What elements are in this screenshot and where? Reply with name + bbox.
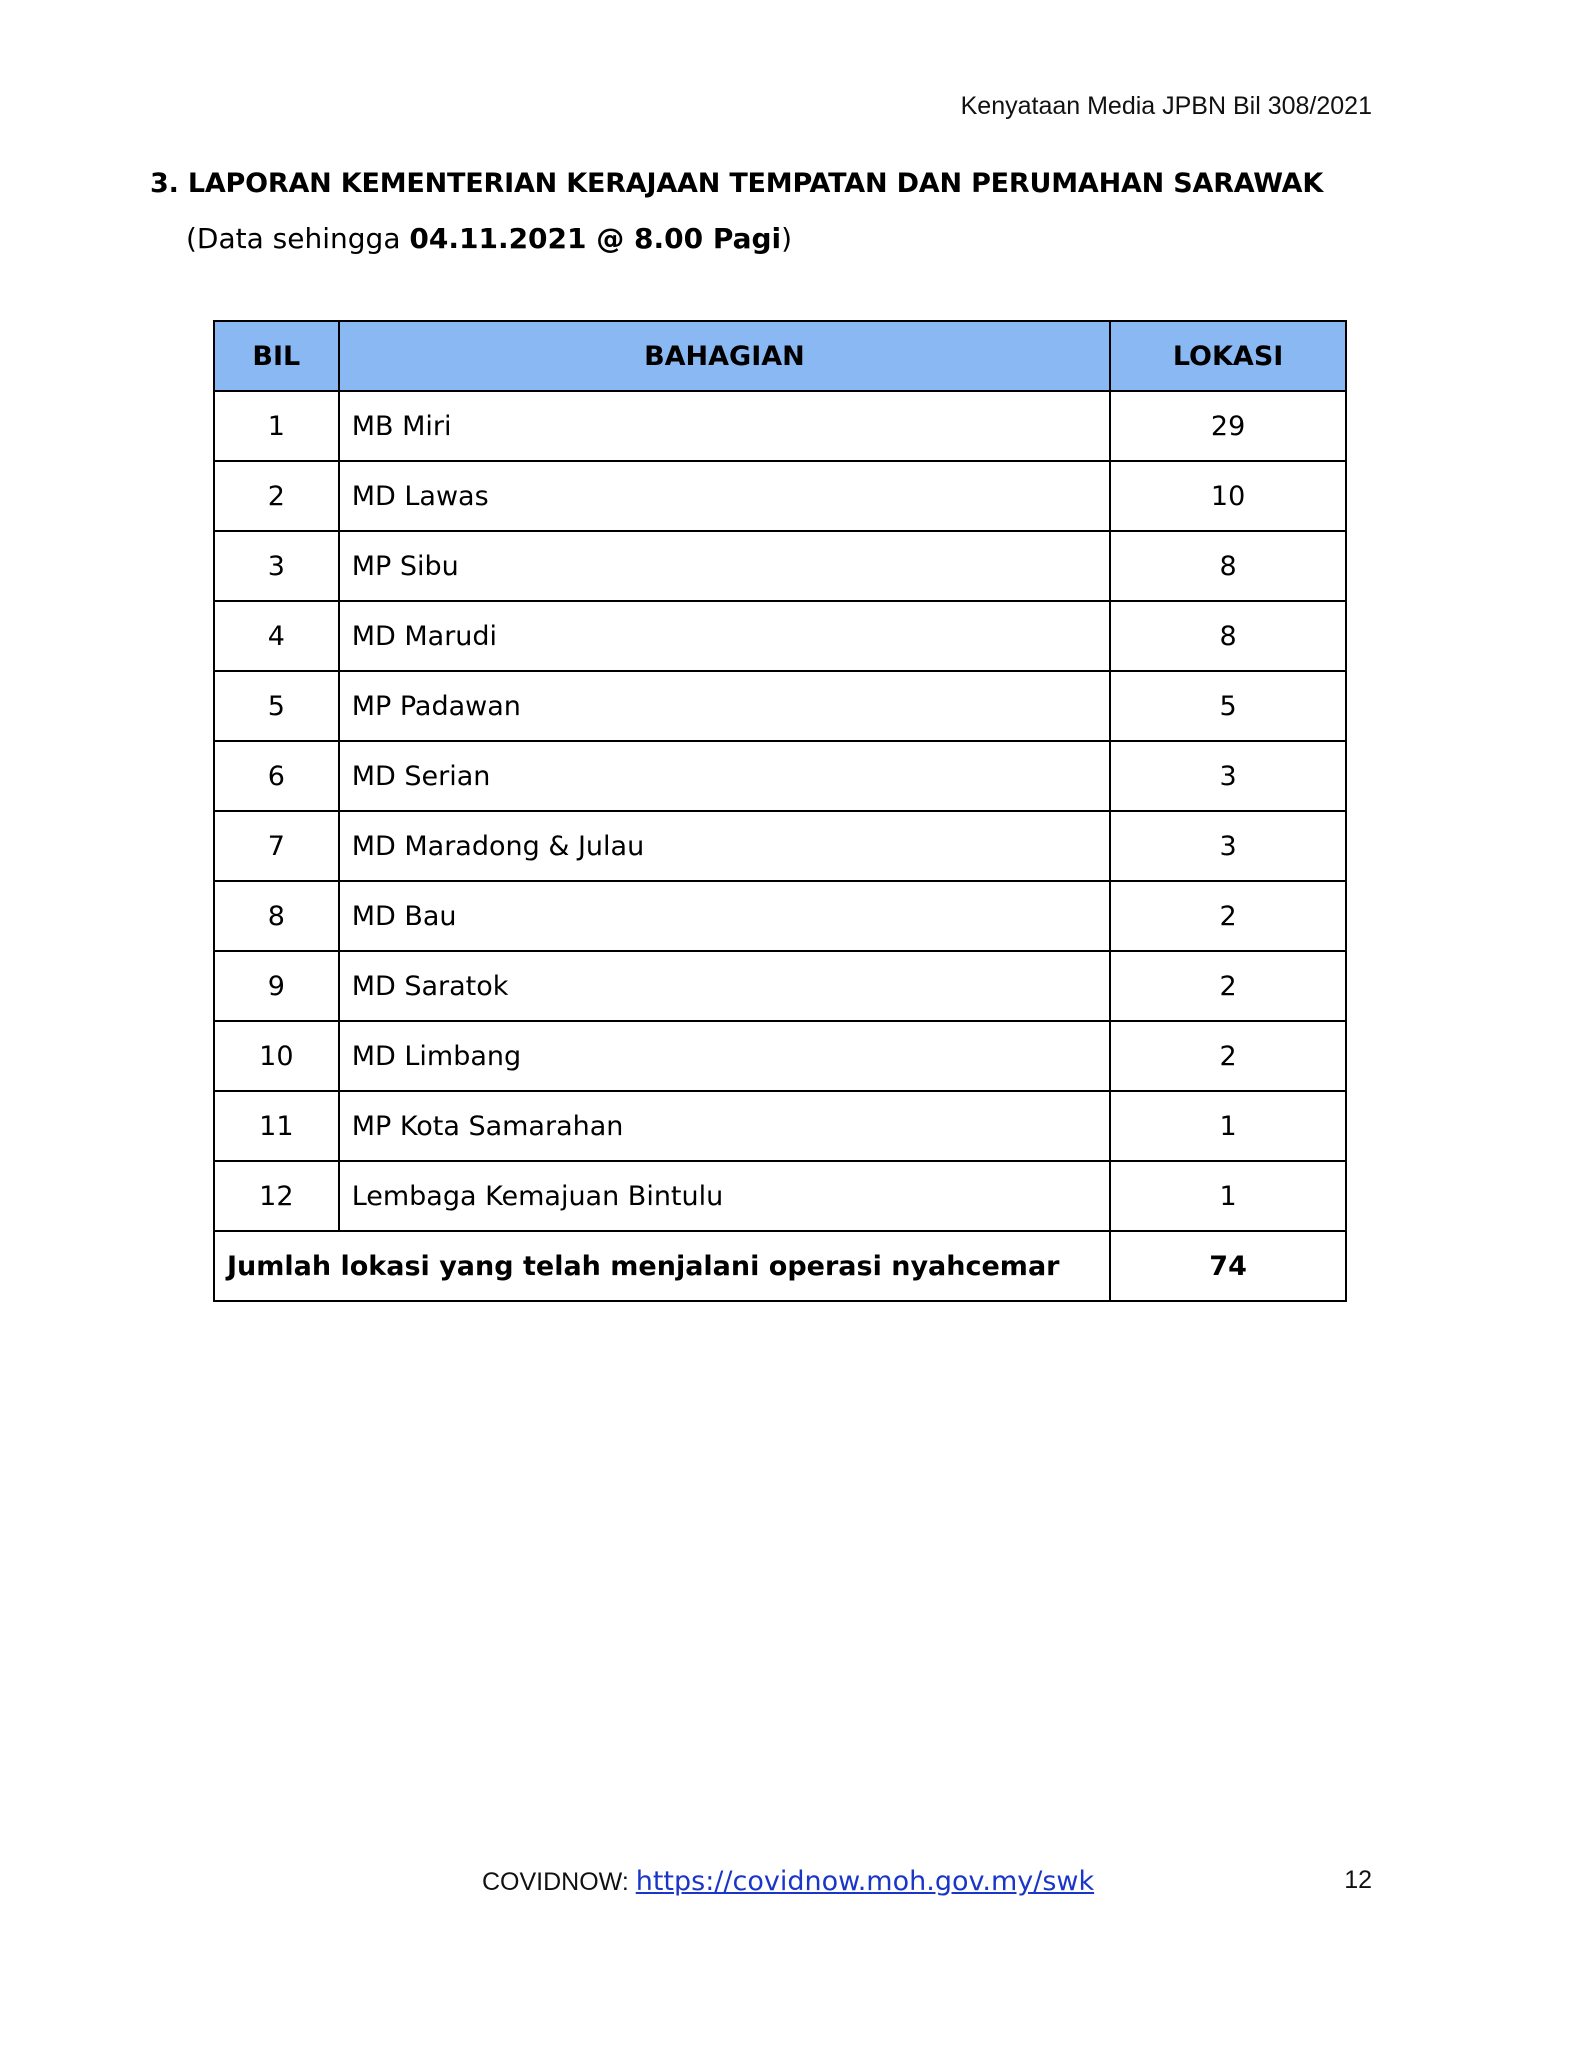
cell-bahagian: MP Sibu bbox=[339, 531, 1110, 601]
cell-lokasi: 29 bbox=[1110, 391, 1346, 461]
cell-bil: 12 bbox=[214, 1161, 339, 1231]
table-row bbox=[214, 601, 1346, 671]
cell-lokasi: 8 bbox=[1110, 601, 1346, 671]
cell-lokasi: 5 bbox=[1110, 671, 1346, 741]
cell-lokasi: 2 bbox=[1110, 1021, 1346, 1091]
cell-lokasi: 2 bbox=[1110, 951, 1346, 1021]
table-row bbox=[214, 1021, 1346, 1091]
header-bahagian: BAHAGIAN bbox=[339, 321, 1110, 391]
table-row bbox=[214, 671, 1346, 741]
covidnow-link[interactable]: https://covidnow.moh.gov.my/swk bbox=[635, 1866, 1095, 1897]
subtitle-date: 04.11.2021 @ 8.00 Pagi bbox=[409, 222, 782, 255]
lokasi-table bbox=[213, 320, 1347, 1302]
page-number: 12 bbox=[1344, 1866, 1372, 1894]
cell-lokasi: 1 bbox=[1110, 1091, 1346, 1161]
total-label: Jumlah lokasi yang telah menjalani operasi nyahcemar bbox=[214, 1231, 1110, 1301]
table-header-row bbox=[214, 321, 1346, 391]
header-bil: BIL bbox=[214, 321, 339, 391]
total-value: 74 bbox=[1110, 1231, 1346, 1301]
cell-bil: 8 bbox=[214, 881, 339, 951]
cell-bahagian: MD Lawas bbox=[339, 461, 1110, 531]
cell-lokasi: 3 bbox=[1110, 741, 1346, 811]
cell-lokasi: 10 bbox=[1110, 461, 1346, 531]
table-body bbox=[214, 391, 1346, 1231]
cell-lokasi: 3 bbox=[1110, 811, 1346, 881]
section-title: 3. LAPORAN KEMENTERIAN KERAJAAN TEMPATAN DAN PERUMAHAN SARAWAK bbox=[150, 168, 1324, 199]
cell-bahagian: MD Marudi bbox=[339, 601, 1110, 671]
total-row bbox=[214, 1231, 1346, 1301]
table-row bbox=[214, 391, 1346, 461]
cell-bahagian: MP Padawan bbox=[339, 671, 1110, 741]
cell-bahagian: Lembaga Kemajuan Bintulu bbox=[339, 1161, 1110, 1231]
subtitle-suffix: ) bbox=[781, 222, 793, 255]
cell-lokasi: 1 bbox=[1110, 1161, 1346, 1231]
footer-source bbox=[482, 1866, 1094, 1897]
footer-prefix: COVIDNOW: bbox=[482, 1868, 636, 1896]
cell-lokasi: 8 bbox=[1110, 531, 1346, 601]
cell-bil: 11 bbox=[214, 1091, 339, 1161]
cell-bil: 3 bbox=[214, 531, 339, 601]
cell-bil: 10 bbox=[214, 1021, 339, 1091]
subtitle-prefix: (Data sehingga bbox=[186, 222, 410, 255]
cell-bil: 5 bbox=[214, 671, 339, 741]
table-row bbox=[214, 461, 1346, 531]
table-row bbox=[214, 811, 1346, 881]
cell-bil: 2 bbox=[214, 461, 339, 531]
cell-bahagian: MD Serian bbox=[339, 741, 1110, 811]
table-row bbox=[214, 881, 1346, 951]
table-row bbox=[214, 741, 1346, 811]
cell-bil: 4 bbox=[214, 601, 339, 671]
section-subtitle bbox=[186, 222, 792, 255]
cell-bahagian: MD Limbang bbox=[339, 1021, 1110, 1091]
table-row bbox=[214, 531, 1346, 601]
table-row bbox=[214, 1091, 1346, 1161]
cell-bahagian: MB Miri bbox=[339, 391, 1110, 461]
cell-bil: 9 bbox=[214, 951, 339, 1021]
cell-bil: 6 bbox=[214, 741, 339, 811]
cell-bahagian: MD Saratok bbox=[339, 951, 1110, 1021]
header-lokasi: LOKASI bbox=[1110, 321, 1346, 391]
cell-bahagian: MD Bau bbox=[339, 881, 1110, 951]
cell-bahagian: MP Kota Samarahan bbox=[339, 1091, 1110, 1161]
cell-bil: 7 bbox=[214, 811, 339, 881]
cell-bahagian: MD Maradong & Julau bbox=[339, 811, 1110, 881]
table-row bbox=[214, 1161, 1346, 1231]
cell-bil: 1 bbox=[214, 391, 339, 461]
document-reference: Kenyataan Media JPBN Bil 308/2021 bbox=[960, 92, 1372, 120]
cell-lokasi: 2 bbox=[1110, 881, 1346, 951]
table-row bbox=[214, 951, 1346, 1021]
